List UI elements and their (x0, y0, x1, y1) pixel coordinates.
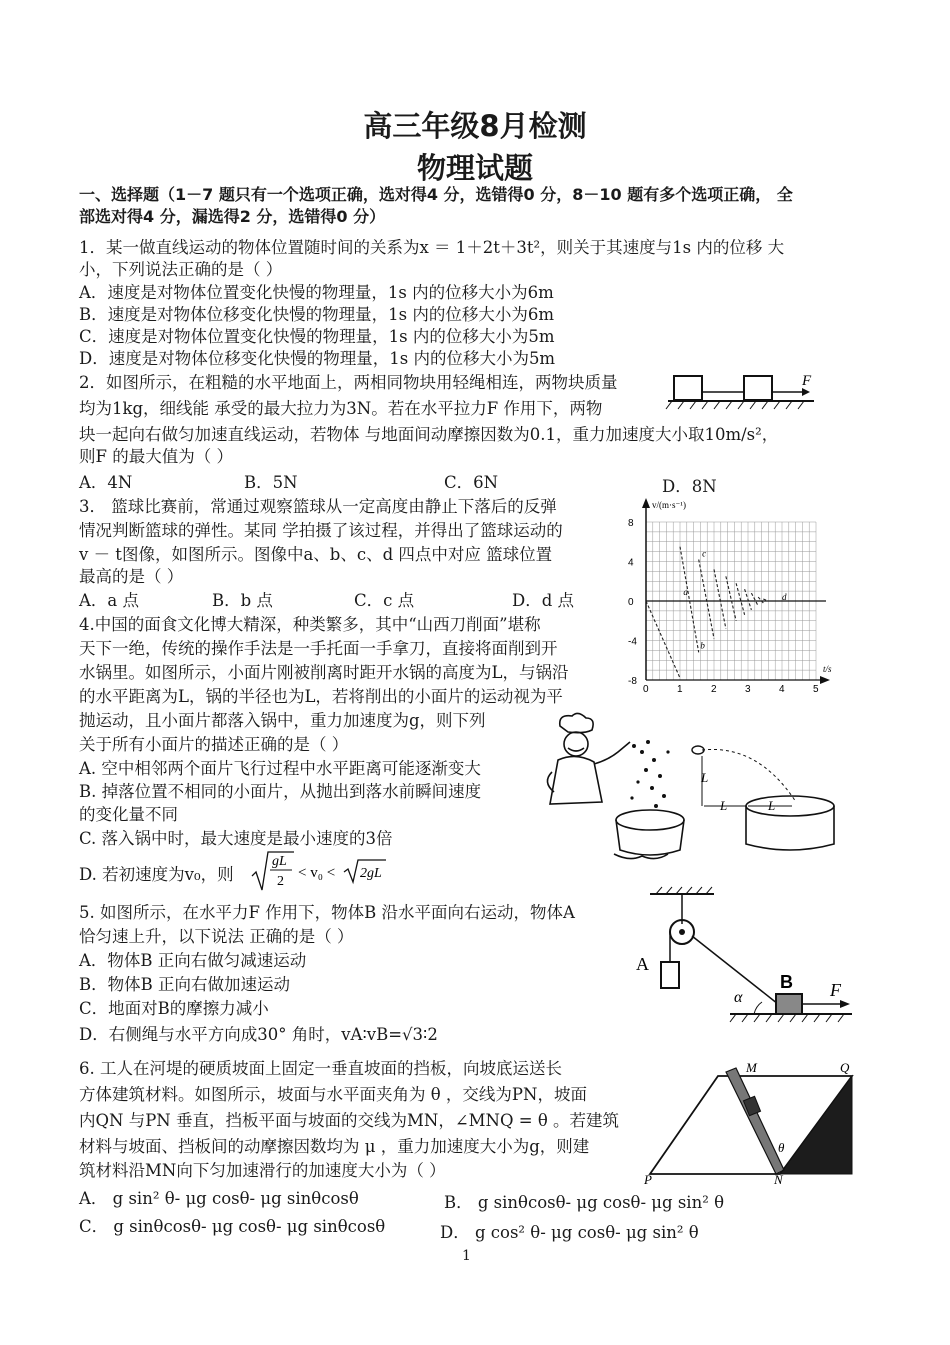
q6-slope-figure (640, 1060, 860, 1186)
q4-option-b-line2: 的变化量不同 (79, 805, 178, 824)
chef-hat (560, 713, 593, 732)
q5-ground-hatch (730, 1014, 844, 1022)
q6-option-d: D． g cos² θ- μg cosθ- μg sin² θ (440, 1223, 699, 1242)
section-heading-line2: 部选对得4 分，漏选得2 分，选错得0 分） (79, 207, 386, 226)
q5-option-b: B．物体B 正向右做加速运动 (79, 975, 290, 994)
q5-option-c: C．地面对B的摩擦力减小 (79, 999, 269, 1018)
q4-stem-line2: 天下一绝，传统的操作手法是一手托面一手拿刀，直接将面削到开 (79, 639, 558, 658)
vt-curve-segment (714, 569, 726, 628)
q6-option-a: A． g sin² θ- μg cosθ- μg sinθcosθ (79, 1189, 359, 1208)
q6-option-b: B． g sinθcosθ- μg cosθ- μg sin² θ (444, 1193, 725, 1212)
q2-option-a: A．4N (79, 473, 133, 492)
x-tick-label: 0 (643, 684, 649, 694)
q4-projectile-figure (688, 740, 848, 858)
q6-stem-line4: 材料与坡面、挡板间的动摩擦因数均为 μ ，重力加速度大小为g，则建 (79, 1137, 590, 1156)
q3-y-ticks (628, 518, 637, 687)
q3-point-labels (683, 549, 787, 651)
pot-body (616, 820, 684, 855)
q1-option-d: D．速度是对物体位移变化快慢的物理量，1s 内的位移大小为5m (79, 349, 556, 368)
q2-option-d: D．8N (662, 477, 717, 496)
q2-block-left (674, 376, 702, 400)
q4-formula-mid: < v₀ < (298, 865, 336, 881)
chef-head (564, 732, 588, 756)
q2-stem-line3: 块一起向右做匀加速直线运动，若物体 与地面间动摩擦因数为0.1，重力加速度大小取10m/s²， (79, 425, 779, 444)
q4-option-b-line1: B. 掉落位置不相同的小面片，从抛出到落水前瞬间速度 (79, 782, 482, 801)
q5-block-b (776, 994, 802, 1014)
q4-chef-figure (538, 712, 688, 862)
q4-trajectory (702, 749, 796, 802)
vt-point-label-b: b (700, 640, 705, 651)
q5-angle-arc (754, 1002, 762, 1014)
vt-point-label-c: c (702, 548, 707, 559)
q2-force-label: F (802, 373, 812, 389)
vt-curve-segment (646, 601, 680, 678)
page-title: 高三年级8月检测 (363, 109, 587, 143)
q6-label-m: M (746, 1060, 757, 1075)
q3-option-b: B．b 点 (212, 591, 273, 610)
q1-option-b: B．速度是对物体位移变化快慢的物理量，1s 内的位移大小为6m (79, 305, 554, 324)
noodle-pieces (630, 740, 669, 808)
q3-x-label: t/s (823, 664, 832, 674)
q5-force-arrowhead (840, 1000, 850, 1008)
q6-stem-line2: 方体建筑材料。如图所示，坡面与水平面夹角为 θ ，交线为PN，坡面 (79, 1085, 587, 1104)
y-tick-label: 4 (628, 557, 634, 569)
q3-vt-graph (620, 494, 840, 694)
q5-label-f: F (830, 980, 841, 1000)
chef-mouth (568, 748, 584, 751)
q3-stem-line1: 3． 篮球比赛前，常通过观察篮球从一定高度由静止下落后的反弹 (79, 497, 557, 516)
q5-stem-line2: 恰匀速上升，以下说法 正确的是（ ） (79, 927, 354, 946)
q5-block-a (661, 962, 679, 988)
q6-label-n: N (774, 1172, 783, 1186)
q3-stem-line4: 最高的是（ ） (79, 567, 184, 586)
q4-stem-line3: 水锅里。如图所示，小面片刚被削离时距开水锅的高度为L，与锅沿 (79, 663, 569, 682)
q3-y-label: v/(m·s⁻¹) (652, 500, 686, 510)
q5-pulley-axle (679, 929, 685, 935)
y-tick-label: -8 (628, 676, 637, 687)
q1-stem-line2: 小，下列说法正确的是（ ） (79, 260, 283, 279)
q1-option-a: A．速度是对物体位置变化快慢的物理量，1s 内的位移大小为6m (79, 283, 554, 302)
q2-stem-line2: 均为1kg，细线能 承受的最大拉力为3N。若在水平拉力F 作用下，两物 (79, 399, 603, 418)
q4-sqrt-left-num: gL (272, 854, 287, 869)
section-heading-line1: 一、选择题（1－7 题只有一个选项正确，选对得4 分，选错得0 分，8－10 题有多个选项正确， 全 (79, 185, 793, 204)
q4-stem-line5: 抛运动，且小面片都落入锅中，重力加速度为g，则下列 (79, 711, 486, 730)
q2-figure (664, 370, 824, 414)
q4-label-dist: L (720, 798, 728, 813)
q1-option-c: C．速度是对物体位置变化快慢的物理量，1s 内的位移大小为5m (79, 327, 555, 346)
y-tick-label: -4 (628, 636, 637, 648)
q6-label-q: Q (840, 1060, 850, 1075)
q3-stem-line3: v － t图像，如图所示。图像中a、b、c、d 四点中对应 篮球位置 (79, 545, 553, 564)
q4-option-a: A. 空中相邻两个面片飞行过程中水平距离可能逐渐变大 (79, 759, 481, 778)
q4-option-c: C. 落入锅中时，最大速度是最小速度的3倍 (79, 829, 393, 848)
q6-stem-line5: 筑材料沿MN向下匀加速滑行的加速度大小为（ ） (79, 1161, 446, 1180)
pot-rim (616, 810, 684, 830)
x-tick-label: 1 (677, 684, 683, 694)
q4-stem-line1: 4.中国的面食文化博大精深，种类繁多，其中“山西刀削面”堪称 (79, 615, 541, 634)
page-subtitle: 物理试题 (416, 151, 533, 185)
q5-ceiling-hatch (656, 887, 712, 894)
q3-x-arrow (820, 676, 830, 684)
q2-option-c: C．6N (444, 473, 499, 492)
q5-pulley-figure (630, 886, 856, 1036)
q3-option-c: C．c 点 (354, 591, 415, 610)
y-tick-label: 8 (628, 518, 634, 529)
vt-curve-segment (758, 597, 763, 603)
q6-baffle (726, 1068, 784, 1174)
q2-stem-line4: 则F 的最大值为（ ） (79, 447, 233, 466)
q3-option-a: A．a 点 (79, 591, 139, 610)
q4-option-d-prefix: D. 若初速度为v₀，则 (79, 865, 234, 884)
q5-label-b: B (780, 972, 793, 992)
q4-stem-line4: 的水平距离为L，锅的半径也为L，若将削出的小面片的运动视为平 (79, 687, 563, 706)
q6-label-theta: θ (778, 1140, 785, 1155)
q4-label-radius: L (768, 798, 776, 813)
x-tick-label: 5 (813, 684, 819, 694)
page-number: 1 (462, 1248, 471, 1264)
q5-label-a: A (636, 954, 649, 974)
q5-stem-line1: 5. 如图所示，在水平力F 作用下，物体B 沿水平面向右运动，物体A (79, 903, 575, 922)
y-tick-label: 0 (628, 597, 634, 608)
q2-arrowhead (802, 388, 810, 396)
q2-stem-line1: 2．如图所示，在粗糙的水平地面上，两相同物块用轻绳相连，两物块质量 (79, 373, 618, 392)
q2-ground-hatch (666, 401, 804, 409)
q3-stem-line2: 情况判断篮球的弹性。某同 学拍摄了该过程，并得出了篮球运动的 (79, 521, 563, 540)
vt-curve-segment (736, 583, 745, 615)
q6-option-c: C． g sinθcosθ- μg cosθ- μg sinθcosθ (79, 1217, 386, 1236)
q4-stem-line6: 关于所有小面片的描述正确的是（ ） (79, 735, 349, 754)
x-tick-label: 3 (745, 684, 751, 694)
q5-option-d: D．右侧绳与水平方向成30° 角时，vA∶vB=√3∶2 (79, 1025, 438, 1044)
q6-label-p: P (644, 1172, 652, 1186)
q4-sqrt-right-content: 2gL (360, 866, 382, 881)
q6-stem-line3: 内QN 与PN 垂直，挡板平面与坡面的交线为MN，∠MNQ = θ 。若建筑 (79, 1111, 620, 1130)
q3-y-arrow (642, 498, 650, 508)
q4-label-height: L (701, 770, 709, 785)
q1-stem-line1: 1．某一做直线运动的物体位置随时间的关系为x ＝ 1＋2t＋3t²，则关于其速度与1s 内的位移 大 (79, 238, 785, 257)
vt-curve-segment (680, 547, 699, 653)
q4-sqrt-left-den: 2 (277, 874, 284, 889)
q5-label-alpha: α (734, 989, 743, 1006)
q2-block-right (744, 376, 772, 400)
q6-stem-line1: 6. 工人在河堤的硬质坡面上固定一垂直坡面的挡板，向坡底运送长 (79, 1059, 562, 1078)
x-tick-label: 2 (711, 684, 717, 694)
q3-option-d: D．d 点 (512, 591, 575, 610)
vt-point-label-d: d (782, 592, 787, 603)
vt-point-label-a: a (683, 587, 688, 598)
q5-option-a: A．物体B 正向右做匀减速运动 (79, 951, 307, 970)
chef-arm (594, 742, 630, 764)
q4-option-d-formula (250, 848, 390, 894)
q3-x-ticks (643, 684, 819, 694)
q2-option-b: B．5N (244, 473, 298, 492)
x-tick-label: 4 (779, 684, 785, 694)
